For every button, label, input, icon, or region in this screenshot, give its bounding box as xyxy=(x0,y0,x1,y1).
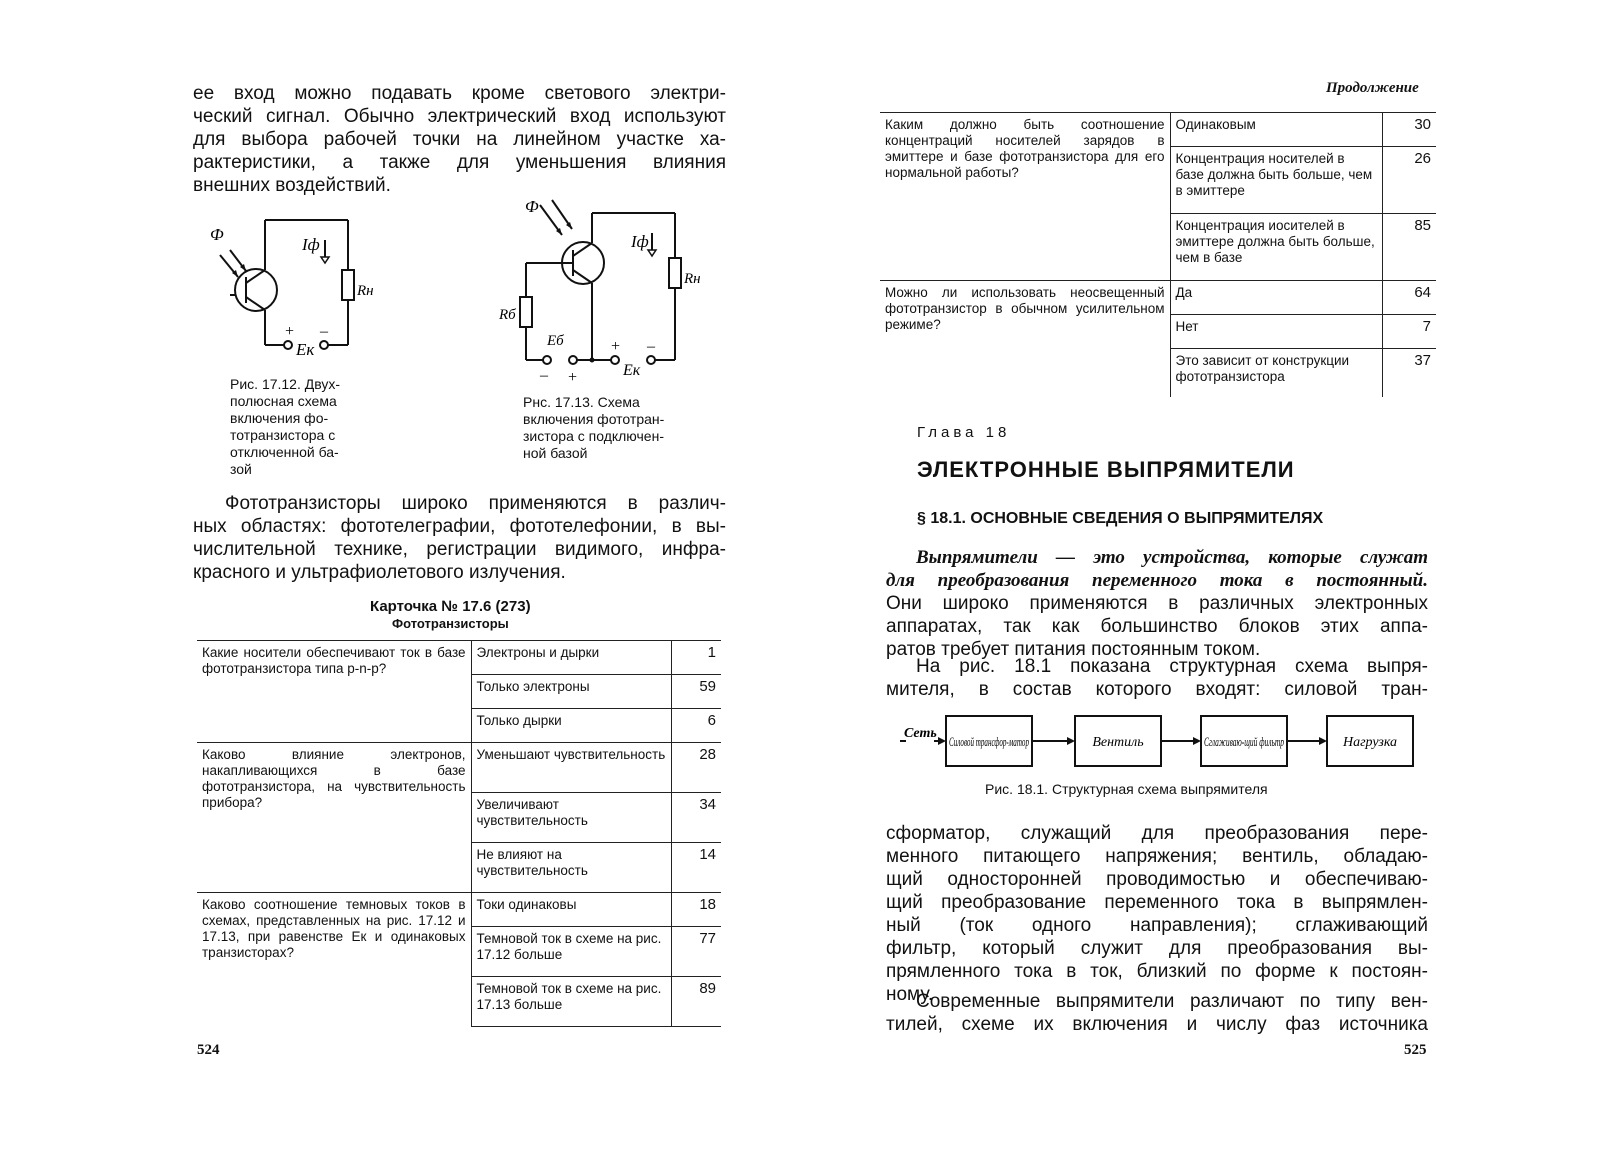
continuation-label: Продолжение xyxy=(1326,80,1419,96)
text-line: внешних воздействий. xyxy=(193,175,391,196)
text-line: щий односторонней проводимостью и обеспечиваю- xyxy=(886,869,1428,890)
table-row xyxy=(880,113,1436,147)
fig1-plus-label: + xyxy=(284,323,295,340)
card-title: Карточка № 17.6 (273) xyxy=(370,598,531,615)
card-table-left xyxy=(197,640,721,1027)
caption-line: Рис. 17.12. Двух- xyxy=(230,376,341,392)
text-line: щий преобразование переменного тока в выпрямлен- xyxy=(886,892,1428,913)
block-filter: Сглаживаю-щий фильтр xyxy=(1204,735,1284,749)
text-line: Они широко применяются в различных электронных xyxy=(886,593,1428,614)
text-line: Выпрямители — это устройства, которые служат xyxy=(916,547,1428,568)
text-line: ратов требует питания постоянным током. xyxy=(886,639,1261,660)
block-input-label: Сеть xyxy=(904,726,937,741)
section-title: § 18.1. ОСНОВНЫЕ СВЕДЕНИЯ О ВЫПРЯМИТЕЛЯХ xyxy=(917,510,1324,527)
components-paragraph xyxy=(886,822,1428,1006)
body-paragraph xyxy=(193,492,726,584)
number-cell: 28 xyxy=(671,743,721,793)
text-line: мителя, в состав которого входят: силовой тран- xyxy=(886,679,1428,700)
fig2-ek-label: Eк xyxy=(623,362,641,379)
figure-18-1-caption: Рис. 18.1. Структурная схема выпрямителя xyxy=(985,781,1268,797)
fig2-minus-label-2: – xyxy=(540,367,548,384)
caption-line: тотранзистора с xyxy=(230,427,336,443)
modern-rectifiers-paragraph xyxy=(886,990,1428,1036)
caption-line: ной базой xyxy=(523,445,588,461)
table-row xyxy=(197,743,721,793)
question-cell: Можно ли использовать неосвещенный фототранзистор в обычном усилительном режиме? xyxy=(880,281,1170,398)
number-cell: 64 xyxy=(1382,281,1436,315)
answer-cell: Одинаковым xyxy=(1170,113,1382,147)
figure-17-12-caption xyxy=(230,376,360,478)
answer-cell: Концентрация носителей в базе должна быть больше, чем в эмиттере xyxy=(1170,147,1382,214)
number-cell: 7 xyxy=(1382,315,1436,349)
text-line: красного и ультрафиолетового излучения. xyxy=(193,562,566,583)
caption-line: включения фототран- xyxy=(523,411,665,427)
fig1-minus-label: – xyxy=(320,323,328,340)
answer-cell: Темновой ток в схеме на рис. 17.13 больше xyxy=(471,977,671,1027)
number-cell: 85 xyxy=(1382,214,1436,281)
fig2-plus-label-2: + xyxy=(567,369,578,386)
number-cell: 77 xyxy=(671,927,721,977)
caption-line: включения фо- xyxy=(230,410,329,426)
text-line: ее вход можно подавать кроме светового электри- xyxy=(193,83,726,104)
page-number-left: 524 xyxy=(197,1042,220,1058)
answer-cell: Это зависит от конструкции фототранзистора xyxy=(1170,349,1382,398)
question-cell: Какие носители обеспечивают ток в базе фототранзистора типа р-n-р? xyxy=(197,641,471,743)
text-line: прямленного тока в ток, близкий по форме к постоян- xyxy=(886,961,1428,982)
question-cell: Каково влияние электронов, накапливающихся в базе фототранзистора, на чувствительность прибора? xyxy=(197,743,471,893)
number-cell: 26 xyxy=(1382,147,1436,214)
fig2-current-label: Iф xyxy=(631,232,649,251)
intro-diagram-paragraph xyxy=(886,655,1428,701)
number-cell: 1 xyxy=(671,641,721,675)
answer-cell: Да xyxy=(1170,281,1382,315)
fig2-resistor-label: Rн xyxy=(684,271,701,287)
fig1-resistor-label: Rн xyxy=(357,283,374,299)
caption-line: зой xyxy=(230,461,252,477)
block-load: Нагрузка xyxy=(1342,735,1398,750)
number-cell: 14 xyxy=(671,843,721,893)
figure-17-13-circuit xyxy=(495,195,720,390)
answer-cell: Электроны и дырки xyxy=(471,641,671,675)
chapter-label: Глава 18 xyxy=(917,424,1011,441)
fig2-minus-label: – xyxy=(647,338,655,355)
card-subtitle: Фототранзисторы xyxy=(392,616,509,631)
text-line: аппаратах, так как большинство блоков этих аппа- xyxy=(886,616,1428,637)
card-table-right xyxy=(880,112,1436,397)
fig1-ek-label: Eк xyxy=(296,340,315,359)
number-cell: 34 xyxy=(671,793,721,843)
answer-cell: Уменьшают чувствительность xyxy=(471,743,671,793)
table-row xyxy=(197,893,721,927)
number-cell: 30 xyxy=(1382,113,1436,147)
block-valve: Вентиль xyxy=(1092,735,1144,750)
number-cell: 59 xyxy=(671,675,721,709)
text-line: рактеристики, а также для уменьшения влияния xyxy=(193,152,726,173)
table-row xyxy=(197,641,721,675)
figure-18-1-block-diagram xyxy=(900,712,1420,772)
answer-cell: Не влияют на чувствительность xyxy=(471,843,671,893)
fig1-current-label: Iф xyxy=(302,235,320,254)
text-line: фильтр, который служит для преобразования вы- xyxy=(886,938,1428,959)
answer-cell: Только электроны xyxy=(471,675,671,709)
answer-cell: Токи одинаковы xyxy=(471,893,671,927)
fig2-rb-label: Rб xyxy=(499,307,516,323)
figure-17-12-circuit xyxy=(200,215,374,360)
number-cell: 6 xyxy=(671,709,721,743)
text-line: менного питающего напряжения; вентиль, обладаю- xyxy=(886,846,1428,867)
text-line: для выбора рабочей точки на линейном участке ха- xyxy=(193,129,726,150)
fig2-plus-label: + xyxy=(610,338,621,355)
answer-cell: Концентрация иосителей в эмиттере должна быть больше, чем в базе xyxy=(1170,214,1382,281)
text-line: Фототранзисторы широко применяются в различ- xyxy=(225,493,726,514)
text-line: Современные выпрямители различают по типу вен- xyxy=(916,991,1428,1012)
text-line: для преобразования переменного тока в постоянный. xyxy=(886,570,1428,591)
page-number-right: 525 xyxy=(1404,1042,1427,1058)
question-cell: Каким должно быть соотношение концентраций носителей зарядов в эмиттере и базе фототранзистора для его нормальной работы? xyxy=(880,113,1170,281)
answer-cell: Нет xyxy=(1170,315,1382,349)
answer-cell: Только дырки xyxy=(471,709,671,743)
figure-17-13-caption xyxy=(523,394,698,462)
text-line: ческий сигнал. Обычно электрический вход используют xyxy=(193,106,726,127)
number-cell: 37 xyxy=(1414,352,1431,369)
caption-line: Рнс. 17.13. Схема xyxy=(523,394,640,410)
text-line: тилей, схеме их включения и числу фаз источника xyxy=(886,1014,1428,1035)
caption-line: отключенной ба- xyxy=(230,444,339,460)
block-transformer: Силовой трансфор-матор xyxy=(949,735,1029,749)
answer-cell: Темновой ток в схеме на рис. 17.12 больше xyxy=(471,927,671,977)
fig2-phi-label: Ф xyxy=(525,197,539,216)
caption-line: зистора с подключен- xyxy=(523,428,664,444)
text-line: сформатор, служащий для преобразования пере- xyxy=(886,823,1428,844)
number-cell: 89 xyxy=(671,977,721,1027)
fig2-eb-label: Eб xyxy=(547,333,564,349)
text-line: На рис. 18.1 показана структурная схема выпря- xyxy=(916,656,1428,677)
text-line: ных областях: фототелеграфии, фототелефонии, в вы- xyxy=(193,516,726,537)
text-line: ному. xyxy=(886,984,934,1005)
caption-line: полюсная схема xyxy=(230,393,337,409)
text-line: ный (ток одного направления); сглаживающий xyxy=(886,915,1428,936)
chapter-title: ЭЛЕКТРОННЫЕ ВЫПРЯМИТЕЛИ xyxy=(917,457,1295,482)
intro-paragraph xyxy=(193,82,726,197)
question-cell: Каково соотношение темновых токов в схемах, представленных на рис. 17.12 и 17.13, при равенстве Eк и одинаковых транзисторах? xyxy=(197,893,471,1027)
definition-paragraph xyxy=(886,546,1428,661)
table-row xyxy=(880,281,1436,315)
text-line: числительной технике, регистрации видимого, инфра- xyxy=(193,539,726,560)
answer-cell: Увеличивают чувствительность xyxy=(471,793,671,843)
number-cell: 18 xyxy=(671,893,721,927)
fig1-phi-label: Ф xyxy=(210,225,224,244)
